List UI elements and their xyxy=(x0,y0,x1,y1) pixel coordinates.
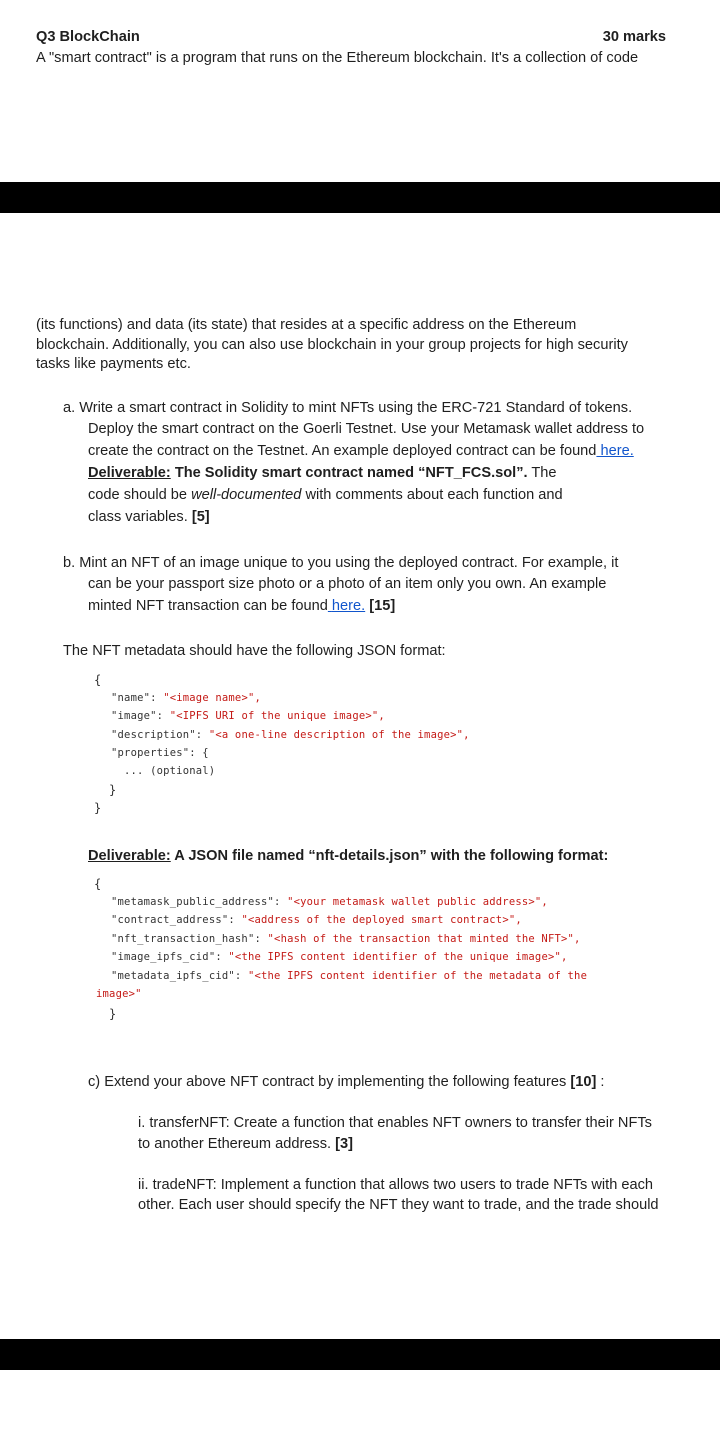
metadata-name-line: "name": "<image name>", xyxy=(111,692,262,704)
redaction-bar-top xyxy=(0,182,720,213)
part-c-ii-line-2: other. Each user should specify the NFT they want to trade, and the trade should xyxy=(138,1197,659,1213)
redaction-bar-bottom xyxy=(0,1339,720,1370)
metadata-intro: The NFT metadata should have the following JSON format: xyxy=(63,643,446,659)
part-a-deliverable: Deliverable: The Solidity smart contract named “NFT_FCS.sol”. The xyxy=(88,465,557,481)
intro-line-1: A "smart contract" is a program that runs on the Ethereum blockchain. It's a collection of code xyxy=(36,50,639,66)
part-a-marks: [5] xyxy=(191,509,210,525)
part-c-line-1: c) Extend your above NFT contract by implementing the following features [10] : xyxy=(88,1074,605,1090)
question-title: Q3 BlockChain xyxy=(36,29,140,45)
part-a-line-3: create the contract on the Testnet. An example deployed contract can be found here. xyxy=(88,443,634,459)
deliverable-line-5: "metadata_ipfs_cid": "<the IPFS content identifier of the metadata of the xyxy=(111,970,588,982)
part-b-line-1: b. Mint an NFT of an image unique to you using the deployed contract. For example, it xyxy=(63,555,619,571)
intro-line-4: tasks like payments etc. xyxy=(36,356,191,372)
metadata-close-brace: } xyxy=(94,801,102,815)
metadata-optional-line: ... (optional) xyxy=(124,765,216,777)
metadata-open-brace: { xyxy=(94,673,102,687)
part-c-i-line-1: i. transferNFT: Create a function that enables NFT owners to transfer their NFTs xyxy=(138,1115,652,1131)
part-c-ii-line-1: ii. tradeNFT: Implement a function that allows two users to trade NFTs with each xyxy=(138,1177,654,1193)
deliverable-json-heading: Deliverable: A JSON file named “nft-details.json” with the following format: xyxy=(88,848,609,864)
deliverable-line-1: "metamask_public_address": "<your metamask wallet public address>", xyxy=(111,896,548,908)
part-c-i-line-2: to another Ethereum address. [3] xyxy=(138,1136,353,1152)
example-contract-link[interactable]: here. xyxy=(600,443,634,459)
example-transaction-link[interactable]: here. xyxy=(331,598,366,614)
deliverable-line-5-wrap: image>" xyxy=(96,988,142,1000)
part-a-line-1: a. Write a smart contract in Solidity to mint NFTs using the ERC-721 Standard of tokens. xyxy=(63,400,633,416)
deliverable-line-3: "nft_transaction_hash": "<hash of the transaction that minted the NFT>", xyxy=(111,933,581,945)
metadata-image-line: "image": "<IPFS URI of the unique image>", xyxy=(111,710,385,722)
part-a-line-2: Deploy the smart contract on the Goerli Testnet. Use your Metamask wallet address to xyxy=(88,421,645,437)
metadata-inner-close: } xyxy=(109,783,117,797)
intro-line-2: (its functions) and data (its state) that resides at a specific address on the Ethereum xyxy=(36,317,577,333)
part-a-line-5: code should be well-documented with comments about each function and xyxy=(88,487,563,503)
part-a-line-6: class variables. [5] xyxy=(88,509,210,525)
question-marks: 30 marks xyxy=(602,29,666,45)
metadata-properties-line: "properties": { xyxy=(111,747,209,759)
part-b-line-2: can be your passport size photo or a photo of an item only you own. An example xyxy=(88,576,607,592)
part-b-line-3: minted NFT transaction can be found here. [15] xyxy=(88,598,396,614)
deliverable-line-2: "contract_address": "<address of the deployed smart contract>", xyxy=(111,914,522,926)
part-c-marks: [10] xyxy=(570,1074,597,1090)
part-b-marks: [15] xyxy=(369,598,396,614)
deliverable-close-brace: } xyxy=(109,1007,117,1021)
intro-line-3: blockchain. Additionally, you can also use blockchain in your group projects for high security xyxy=(36,337,628,353)
metadata-description-line: "description": "<a one-line description of the image>", xyxy=(111,729,470,741)
deliverable-line-4: "image_ipfs_cid": "<the IPFS content identifier of the unique image>", xyxy=(111,951,568,963)
part-c-i-marks: [3] xyxy=(335,1136,353,1152)
deliverable-label: Deliverable: xyxy=(88,465,171,481)
deliverable-open-brace: { xyxy=(94,877,102,891)
